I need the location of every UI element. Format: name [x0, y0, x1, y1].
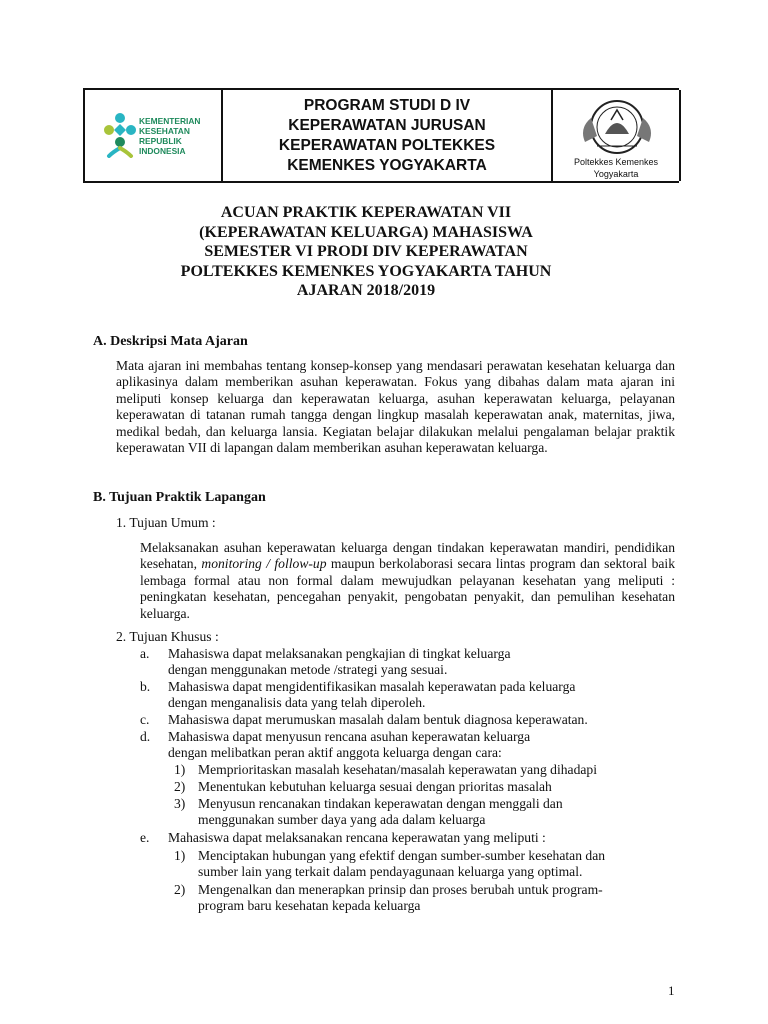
- tujuan-umum-label: 1. Tujuan Umum :: [116, 515, 216, 530]
- sub-list-marker: 3): [174, 796, 186, 811]
- list-item: Mahasiswa dapat mengidentifikasikan masalah keperawatan pada keluarga: [168, 679, 576, 694]
- list-marker: d.: [140, 729, 151, 744]
- seal-caption: Poltekkes Kemenkes Yogyakarta: [573, 157, 659, 179]
- sub-list-marker: 2): [174, 882, 186, 897]
- tujuan-khusus-label: 2. Tujuan Khusus :: [116, 629, 219, 644]
- list-item: Mahasiswa dapat melaksanakan pengkajian di tingkat keluarga: [168, 646, 511, 661]
- title-line: SEMESTER VI PRODI DIV KEPERAWATAN: [204, 243, 528, 260]
- program-line: KEPERAWATAN JURUSAN: [288, 116, 486, 134]
- program-line: KEMENKES YOGYAKARTA: [287, 156, 487, 174]
- list-marker: c.: [140, 712, 150, 727]
- tujuan-umum-body: Melaksanakan asuhan keperawatan keluarga dengan tindakan keperawatan mandiri, pendidikan kesehatan, monitoring / follow-up maupun berkolaborasi secara lintas program dan sektoral baik lembaga formal atau non formal dalam mewujudkan pelayanan kesehatan yang meliputi : peningkatan kesehatan, pencegahan penyakit, pengobatan penyakit, dan pemulihan kesehatan keluarga.: [140, 540, 676, 621]
- list-item: dengan melibatkan peran aktif anggota keluarga dengan cara:: [168, 745, 502, 760]
- list-item: dengan menganalisis data yang telah diperoleh.: [168, 695, 426, 710]
- section-b-heading: B. Tujuan Praktik Lapangan: [93, 490, 266, 505]
- sub-list-marker: 1): [174, 762, 186, 777]
- sub-list-marker: 2): [174, 779, 186, 794]
- poltekkes-seal-icon: [575, 98, 659, 156]
- list-marker: a.: [140, 646, 150, 661]
- sub-list-item: Memprioritaskan masalah kesehatan/masalah keperawatan yang dihadapi: [198, 762, 597, 777]
- list-item: dengan menggunakan metode /strategi yang sesuai.: [168, 662, 448, 677]
- section-a-body: Mata ajaran ini membahas tentang konsep-konsep yang mendasari perawatan kesehatan keluarga dan aplikasinya dalam memberikan asuhan keperawatan. Fokus yang dibahas dalam mata ajaran ini meliputi konsep keluarga dan keperawatan keluarga, asuhan keperawatan keluarga, pelayanan keperawatan di tatanan rumah tangga dengan lingkup masalah keperawatan anak, maternitas, jiwa, medikal bedah, dan keluarga lansia. Kegiatan belajar dilakukan melalui pengalaman belajar praktik keperawatan VII di lapangan dalam memberikan asuhan keperawatan keluarga.: [116, 358, 675, 456]
- sub-list-marker: 1): [174, 848, 186, 863]
- page-number: 1: [668, 983, 675, 998]
- list-item: Mahasiswa dapat melaksanakan rencana keperawatan yang meliputi :: [168, 830, 546, 845]
- list-item: Mahasiswa dapat menyusun rencana asuhan keperawatan keluarga: [168, 729, 531, 744]
- document-title: [140, 203, 592, 301]
- sub-list-item: Mengenalkan dan menerapkan prinsip dan proses berubah untuk program-: [198, 882, 603, 897]
- title-line: ACUAN PRAKTIK KEPERAWATAN VII: [220, 204, 512, 221]
- sub-list-item: menggunakan sumber daya yang ada dalam keluarga: [198, 812, 486, 827]
- program-line: KEPERAWATAN POLTEKKES: [278, 136, 496, 154]
- sub-list-item: program baru kesehatan kepada keluarga: [198, 898, 421, 913]
- sub-list-item: Menentukan kebutuhan keluarga sesuai dengan prioritas masalah: [198, 779, 552, 794]
- sub-list-item: sumber lain yang terkait dalam pendayagunaan keluarga yang optimal.: [198, 864, 583, 879]
- list-item: Mahasiswa dapat merumuskan masalah dalam bentuk diagnosa keperawatan.: [168, 712, 588, 727]
- title-line: POLTEKKES KEMENKES YOGYAKARTA TAHUN: [180, 262, 552, 280]
- list-marker: b.: [140, 679, 151, 694]
- program-title-cell: [223, 90, 553, 181]
- kemenkes-logo-icon: [103, 112, 137, 158]
- title-line: AJARAN 2018/2019: [296, 282, 436, 299]
- kemenkes-logo-cell: [85, 90, 223, 181]
- poltekkes-seal-cell: [553, 90, 681, 181]
- program-line: PROGRAM STUDI D IV: [303, 96, 471, 114]
- title-line: (KEPERAWATAN KELUARGA) MAHASISWA: [199, 223, 533, 241]
- list-marker: e.: [140, 830, 150, 845]
- sub-list-item: Menyusun rencanakan tindakan keperawatan dengan menggali dan: [198, 796, 563, 811]
- document-header: [83, 88, 679, 183]
- sub-list-item: Menciptakan hubungan yang efektif dengan sumber-sumber kesehatan dan: [198, 848, 606, 863]
- kemenkes-logo-text: KEMENTERIAN KESEHATAN REPUBLIK INDONESIA: [139, 116, 201, 156]
- section-a-heading: A. Deskripsi Mata Ajaran: [93, 334, 248, 349]
